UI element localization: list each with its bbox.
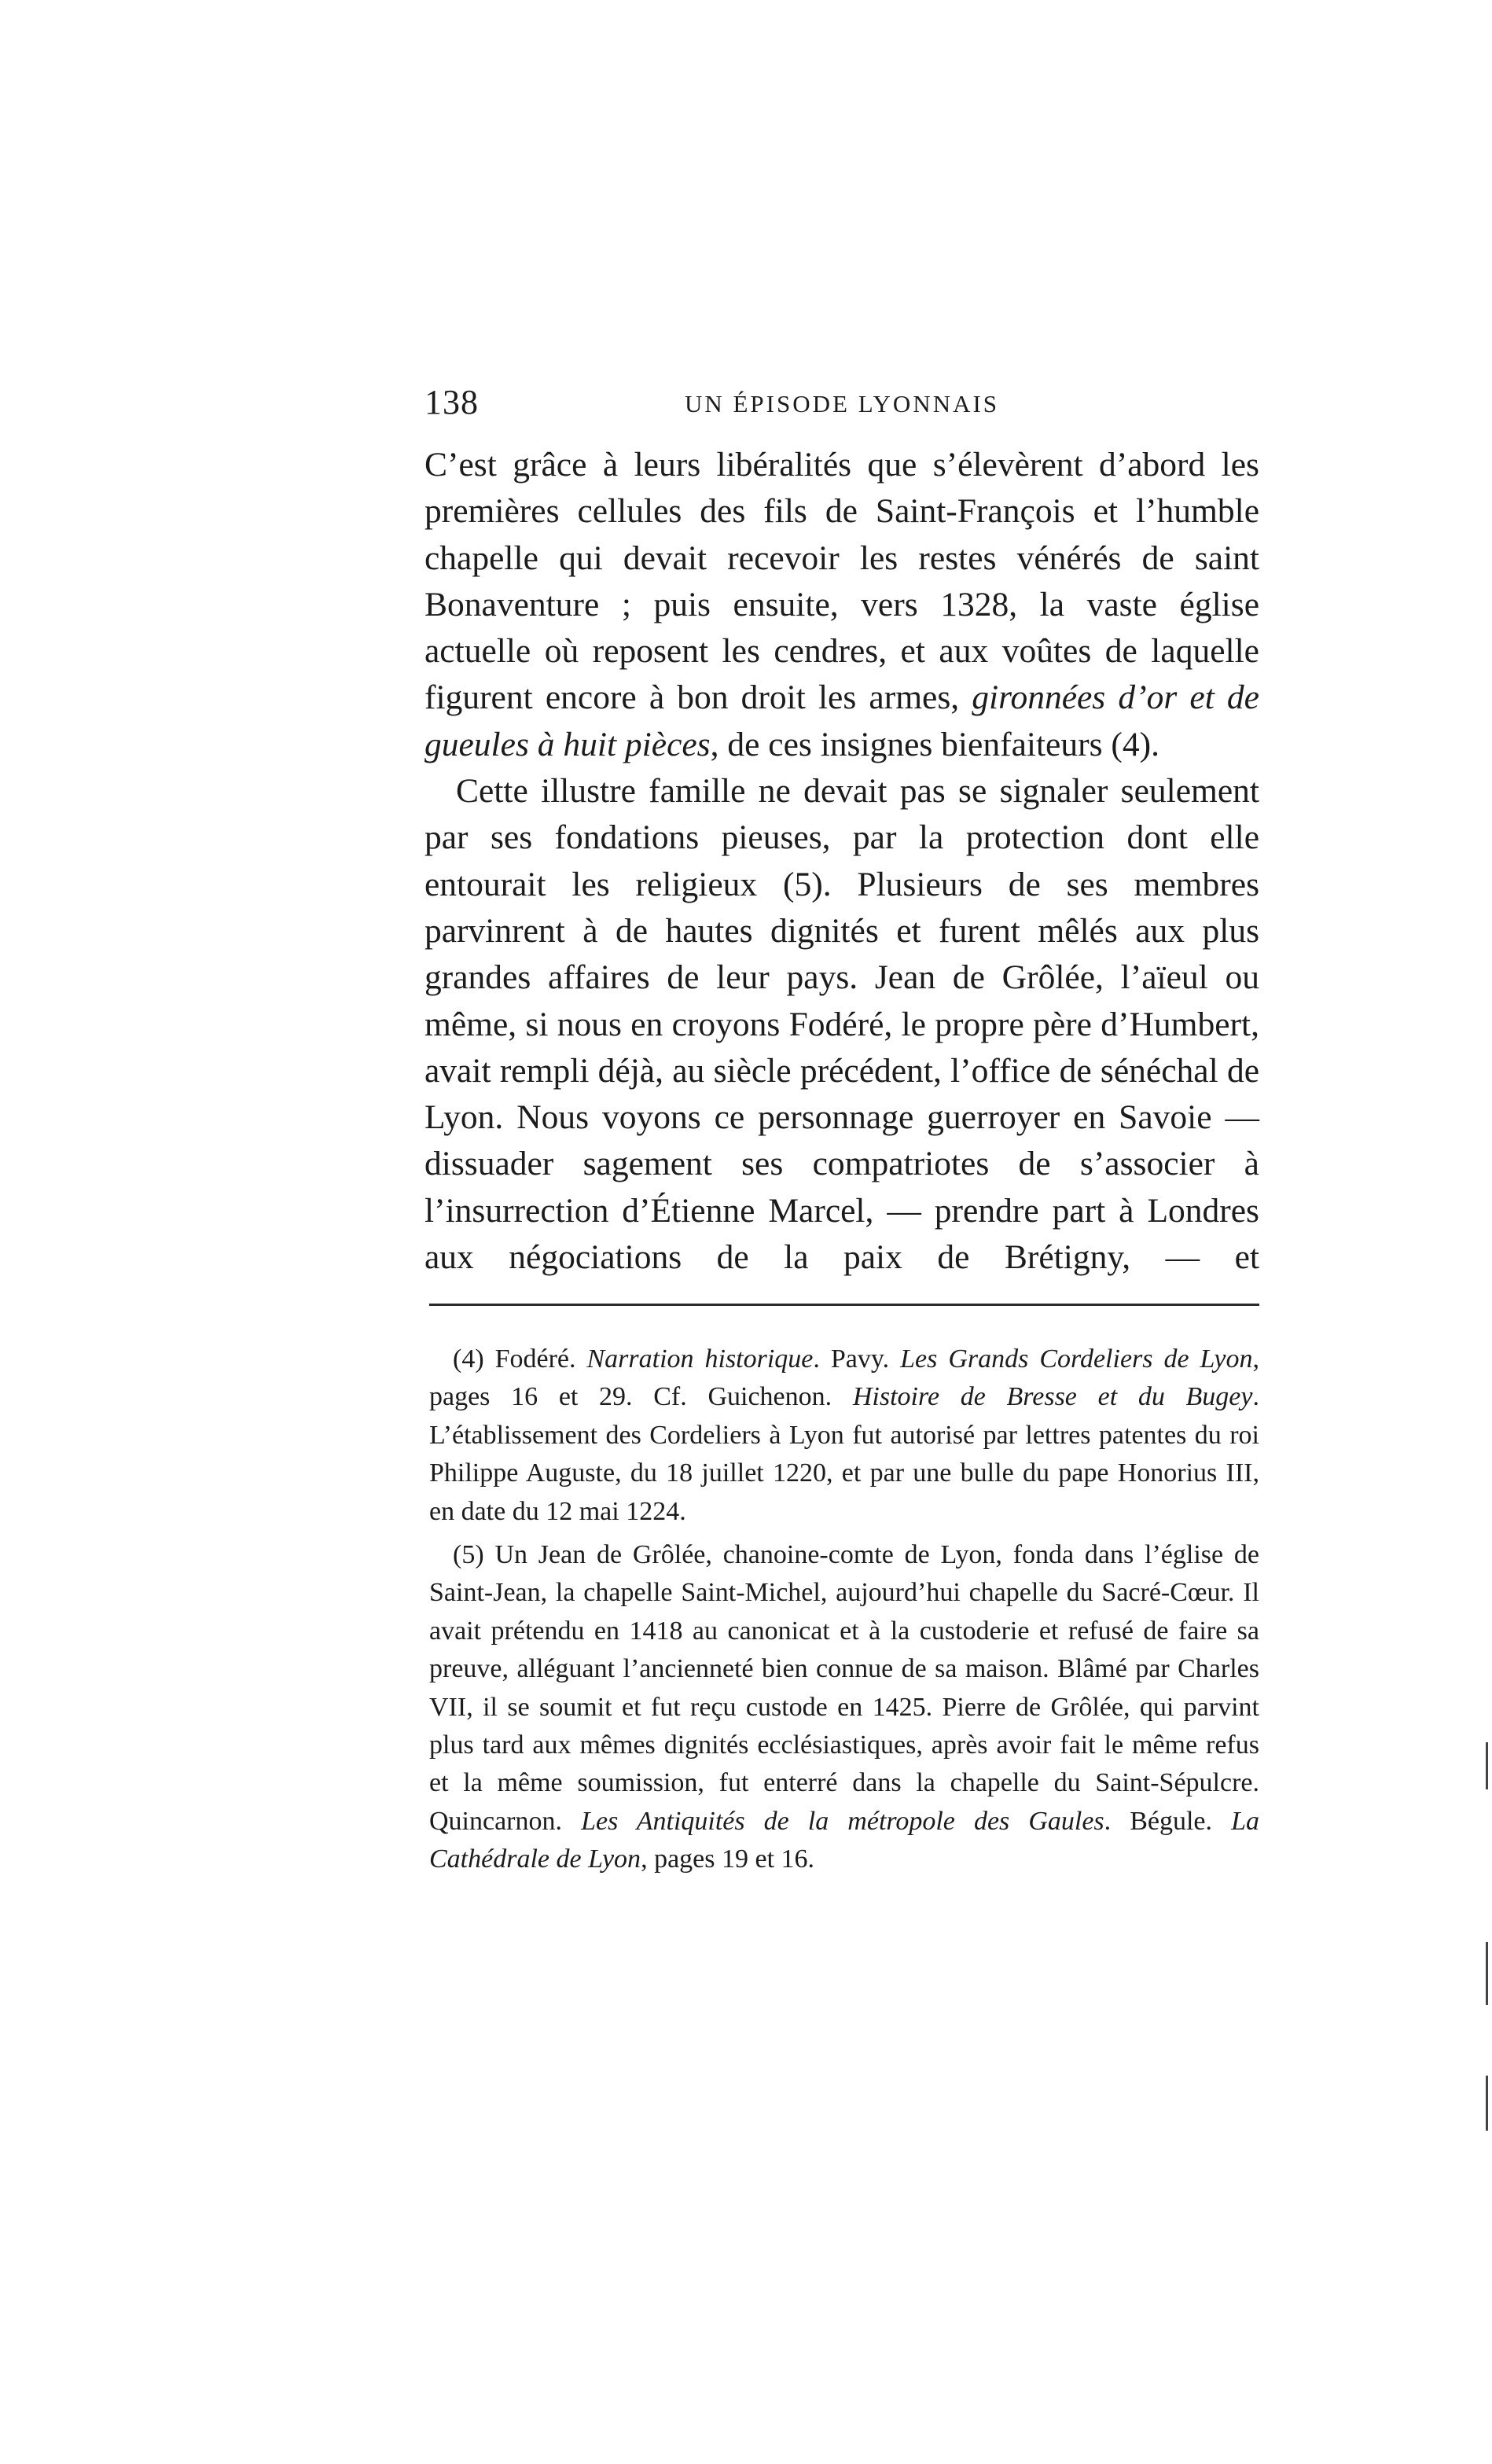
footnote-4-title: Les Grands Cordeliers de Lyon — [900, 1344, 1253, 1374]
footnote-rule — [429, 1304, 1259, 1306]
paragraph-1-text-a: C’est grâce à leurs libéralités que s’élevèrent d’abord les premières cellules des fils de Saint-François et l’humble chapelle qui devait recevoir les restes vénérés de saint Bonaventure ; puis ensuite, vers 1328, la vaste église actuelle où reposent les cendres, et aux voûtes de laquelle figurent encore à bon droit les armes, — [424, 446, 1259, 717]
footnote-4-text: . L’établissement des Cordeliers à Lyon fut autorisé par lettres patentes du roi Philippe Auguste, du 18 juillet 1220, et par une bulle du pape Honorius III, en date du 12 mai 1224. — [429, 1382, 1259, 1526]
paragraph-2: Cette illustre famille ne devait pas se signaler seulement par ses fondations pieuses, par la protection dont elle entourait les religieux (5). Plusieurs de ses membres parvinrent à de hautes dignités et furent mêlés aux plus grandes affaires de leur pays. Jean de Grôlée, l’aïeul ou même, si nous en croyons Fodéré, le propre père d’Humbert, avait rempli déjà, au siècle précédent, l’office de sénéchal de Lyon. Nous voyons ce personnage guerroyer en Savoie — dissuader sagement ses compatriotes de s’associer à l’insurrection d’Étienne Marcel, — prendre part à Londres aux négociations de la paix de Brétigny, — et — [424, 772, 1259, 1277]
footnote-5 — [429, 1536, 1259, 1879]
footnote-5-text: (5) Un Jean de Grôlée, chanoine-comte de Lyon, fonda dans l’église de Saint-Jean, la chapelle Saint-Michel, aujourd’hui chapelle du Sacré-Cœur. Il avait prétendu en 1418 au canonicat et à la custoderie et refusé de faire sa preuve, alléguant l’ancienneté bien connue de sa maison. Blâmé par Charles VII, il se soumit et fut reçu custode en 1425. Pierre de Grôlée, qui parvint plus tard aux mêmes dignités ecclésiastiques, après avoir fait le même refus et la même soumission, fut enterré dans la chapelle du Saint-Sépulcre. Quincarnon. — [429, 1540, 1259, 1836]
running-head — [424, 382, 1259, 429]
scan-edge-mark — [1486, 1742, 1488, 1789]
main-text — [424, 442, 1259, 1281]
running-title: UN ÉPISODE LYONNAIS — [684, 390, 1000, 417]
footnote-4-title: Histoire de Bresse et du Bugey — [852, 1382, 1253, 1412]
paragraph-1-text-b: , de ces insignes bienfaiteurs (4). — [710, 725, 1159, 763]
footnotes — [429, 1340, 1259, 1885]
footnote-5-title: La Cathédrale de Lyon — [429, 1806, 1259, 1874]
scan-edge-mark — [1486, 1942, 1488, 2005]
footnote-4 — [429, 1340, 1259, 1531]
footnote-5-title: Les Antiquités de la métropole des Gaules — [581, 1806, 1104, 1836]
footnote-5-text: . Bégule. — [1104, 1806, 1232, 1836]
footnote-4-text: , pages 16 et 29. Cf. Guichenon. — [429, 1344, 1260, 1412]
blazon-italic: gironnées d’or et de gueules à huit pièces — [424, 679, 1259, 763]
scan-edge-mark — [1486, 2076, 1488, 2131]
paragraph-1 — [424, 442, 1259, 768]
footnote-4-text: (4) Fodéré. — [453, 1344, 587, 1374]
footnote-4-text: . Pavy. — [813, 1344, 901, 1374]
page-number: 138 — [424, 383, 479, 421]
footnote-5-text: , pages 19 et 16. — [641, 1844, 815, 1874]
footnote-4-title: Narration historique — [586, 1344, 814, 1374]
